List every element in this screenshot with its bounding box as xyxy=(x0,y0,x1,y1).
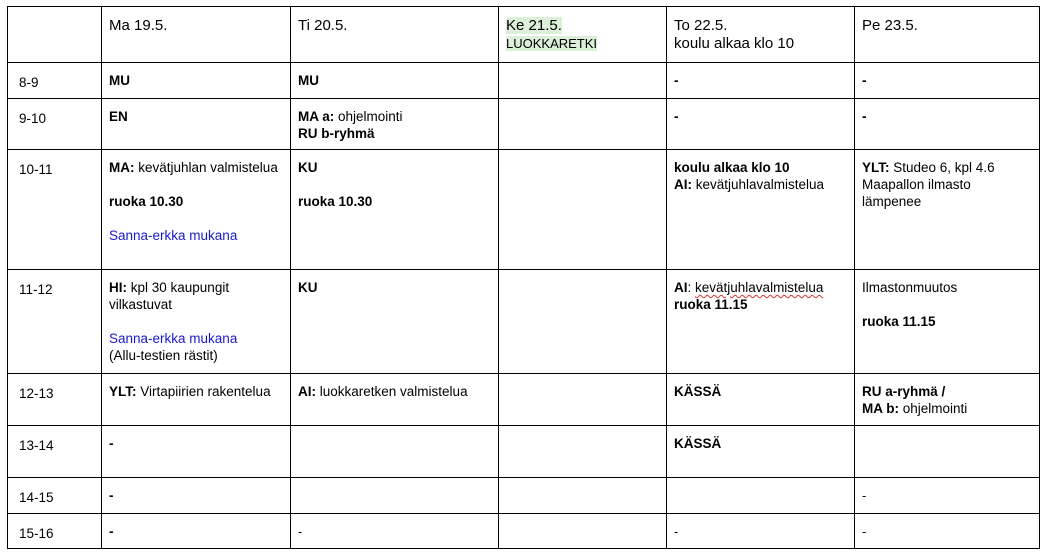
lesson-cell: RU a-ryhmä / MA b: ohjelmointi xyxy=(855,374,1040,426)
lesson-cell: KU ruoka 10.30 xyxy=(291,150,499,270)
lesson-cell: - xyxy=(855,514,1040,549)
time-cell: 10-11 xyxy=(8,150,102,270)
lesson-cell: HI: kpl 30 kaupungit vilkastuvat Sanna-erkka mukana (Allu-testien rästit) xyxy=(102,270,291,374)
lesson-cell: Ilmastonmuutos ruoka 11.15 xyxy=(855,270,1040,374)
lesson-cell: YLT: Studeo 6, kpl 4.6 Maapallon ilmasto lämpenee xyxy=(855,150,1040,270)
lesson-cell: AI: kevätjuhlavalmistelua ruoka 11.15 xyxy=(667,270,855,374)
lesson-cell: YLT: Virtapiirien rakentelua xyxy=(102,374,291,426)
lesson-cell: MA a: ohjelmointi RU b-ryhmä xyxy=(291,99,499,150)
table-row xyxy=(8,99,1040,150)
lesson-cell: - xyxy=(102,514,291,549)
lesson-cell xyxy=(291,426,499,478)
lesson-cell: KU xyxy=(291,270,499,374)
time-cell: 12-13 xyxy=(8,374,102,426)
lesson-cell: KÄSSÄ xyxy=(667,426,855,478)
day-label: Ti 20.5. xyxy=(298,17,348,34)
day-label: Ke 21.5. xyxy=(506,17,562,34)
lesson-cell xyxy=(291,478,499,514)
lesson-cell: - xyxy=(667,99,855,150)
lesson-cell: MU xyxy=(291,63,499,99)
lesson-cell xyxy=(499,426,667,478)
time-cell: 13-14 xyxy=(8,426,102,478)
table-row xyxy=(8,270,1040,374)
lesson-cell: - xyxy=(855,63,1040,99)
lesson-cell xyxy=(667,478,855,514)
lesson-cell xyxy=(499,270,667,374)
lesson-cell xyxy=(855,426,1040,478)
lesson-cell xyxy=(499,150,667,270)
lesson-cell: - xyxy=(855,478,1040,514)
lesson-cell: - xyxy=(102,426,291,478)
time-cell: 15-16 xyxy=(8,514,102,549)
header-corner-cell xyxy=(8,7,102,63)
time-cell: 11-12 xyxy=(8,270,102,374)
lesson-cell: EN xyxy=(102,99,291,150)
lesson-cell: KÄSSÄ xyxy=(667,374,855,426)
schedule-table xyxy=(7,6,1040,549)
lesson-cell: MU xyxy=(102,63,291,99)
lesson-cell: MA: kevätjuhlan valmistelua ruoka 10.30 Sanna-erkka mukana xyxy=(102,150,291,270)
table-row xyxy=(8,150,1040,270)
lesson-cell: koulu alkaa klo 10 AI: kevätjuhlavalmistelua xyxy=(667,150,855,270)
lesson-cell xyxy=(499,478,667,514)
header-day-mon xyxy=(102,7,291,63)
day-label: To 22.5. xyxy=(674,17,728,34)
lesson-cell xyxy=(499,514,667,549)
day-note: LUOKKARETKI xyxy=(506,36,598,51)
day-label: Pe 23.5. xyxy=(862,17,918,34)
lesson-cell: - xyxy=(855,99,1040,150)
header-row xyxy=(8,7,1040,63)
day-label: Ma 19.5. xyxy=(109,17,168,34)
lesson-cell xyxy=(499,63,667,99)
table-row xyxy=(8,514,1040,549)
time-cell: 9-10 xyxy=(8,99,102,150)
table-row xyxy=(8,374,1040,426)
time-cell: 14-15 xyxy=(8,478,102,514)
lesson-cell xyxy=(499,99,667,150)
lesson-cell: - xyxy=(667,514,855,549)
lesson-cell: - xyxy=(291,514,499,549)
header-day-thu xyxy=(667,7,855,63)
lesson-cell: AI: luokkaretken valmistelua xyxy=(291,374,499,426)
header-day-fri xyxy=(855,7,1040,63)
table-row xyxy=(8,426,1040,478)
table-row xyxy=(8,63,1040,99)
header-day-wed xyxy=(499,7,667,63)
lesson-cell xyxy=(499,374,667,426)
time-cell: 8-9 xyxy=(8,63,102,99)
lesson-cell: - xyxy=(102,478,291,514)
table-row xyxy=(8,478,1040,514)
lesson-cell: - xyxy=(667,63,855,99)
day-note: koulu alkaa klo 10 xyxy=(674,35,795,52)
header-day-tue xyxy=(291,7,499,63)
